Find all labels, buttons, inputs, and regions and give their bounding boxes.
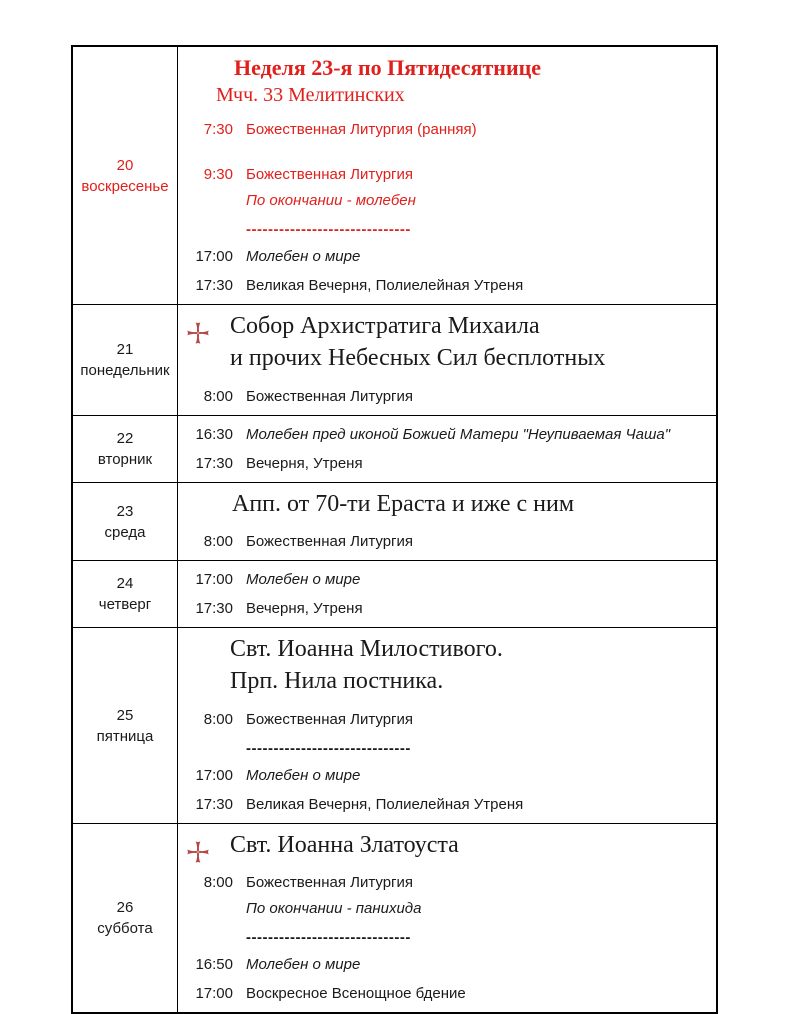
schedule-row: [72, 823, 717, 1013]
feast-title-line: Свт. Иоанна Златоуста: [230, 831, 459, 858]
day-schedule: [178, 47, 716, 304]
schedule-row: [72, 628, 717, 823]
feast-title: [178, 311, 712, 374]
day-number: 23: [116, 502, 134, 520]
service-name: Божественная Литургия: [246, 387, 414, 405]
service-entry: [178, 874, 712, 891]
service-name: Молебен о мире: [246, 248, 361, 266]
day-schedule: [178, 305, 716, 414]
feast-title: [178, 53, 712, 108]
day-cell: [72, 46, 178, 305]
service-name: Божественная Литургия: [246, 533, 414, 551]
service-name: Божественная Литургия: [246, 710, 414, 728]
feast-title: [178, 634, 712, 697]
day-number: 20: [116, 156, 134, 174]
day-number: 24: [116, 575, 134, 593]
day-schedule-cell: [178, 415, 718, 482]
service-time: 8:00: [203, 710, 233, 728]
cross-icon: [186, 837, 210, 867]
service-entry: [178, 600, 712, 617]
feast-title-line: Свт. Иоанна Милостивого.: [230, 636, 503, 663]
schedule-page: [0, 45, 791, 1014]
day-schedule: [178, 416, 716, 482]
service-name: Вечерня, Утреня: [246, 454, 363, 472]
day-name: четверг: [98, 596, 152, 614]
separator-dashes: ------------------------------: [246, 929, 411, 947]
feast-title: [178, 489, 712, 521]
service-time: 8:00: [203, 874, 233, 892]
cross-icon: [186, 318, 210, 348]
service-entry: [178, 121, 712, 138]
service-note: По окончании - молебен: [246, 192, 416, 210]
service-time: 8:00: [203, 533, 233, 551]
day-schedule-cell: [178, 46, 718, 305]
service-time: 16:30: [195, 425, 233, 443]
day-cell: [72, 561, 178, 628]
service-time: 16:50: [195, 956, 233, 974]
day-name: воскресенье: [81, 177, 169, 195]
service-time: 17:00: [195, 985, 233, 1003]
service-name: Божественная Литургия: [246, 874, 414, 892]
service-entry: [178, 767, 712, 784]
day-name: среда: [104, 523, 146, 541]
service-entry: [178, 455, 712, 472]
service-name: Молебен о мире: [246, 571, 361, 589]
day-schedule-cell: [178, 561, 718, 628]
separator-dashes: ------------------------------: [246, 221, 411, 239]
feast-title-line: Апп. от 70-ти Ераста и иже с ним: [232, 490, 575, 517]
feast-title-line: Мчч. 33 Мелитинских: [216, 84, 405, 107]
day-schedule-cell: [178, 305, 718, 415]
service-entry: [178, 956, 712, 973]
day-number: 25: [116, 706, 134, 724]
service-time: 17:30: [195, 454, 233, 472]
service-time: 8:00: [203, 387, 233, 405]
service-name: Великая Вечерня, Полиелейная Утреня: [246, 277, 524, 295]
service-name: Молебен о мире: [246, 956, 361, 974]
schedule-row: [72, 415, 717, 482]
day-schedule-cell: [178, 482, 718, 561]
day-name: пятница: [96, 727, 154, 745]
service-name: Божественная Литургия: [246, 166, 414, 184]
service-time: 7:30: [203, 121, 233, 139]
day-number: 22: [116, 429, 134, 447]
service-entry: [178, 571, 712, 588]
service-entry: [178, 533, 712, 550]
service-entry: [178, 248, 712, 265]
service-name: Воскресное Всенощное бдение: [246, 985, 466, 1003]
feast-title-line: и прочих Небесных Сил бесплотных: [230, 345, 606, 372]
day-cell: [72, 482, 178, 561]
day-cell: [72, 305, 178, 415]
day-schedule: [178, 483, 716, 561]
schedule-row: [72, 305, 717, 415]
service-name: Божественная Литургия (ранняя): [246, 121, 477, 139]
service-time: 17:00: [195, 248, 233, 266]
service-entry: [178, 426, 712, 443]
day-schedule-cell: [178, 823, 718, 1013]
service-time: 17:00: [195, 571, 233, 589]
feast-title-line: Собор Архистратига Михаила: [230, 313, 540, 340]
service-entry: [178, 166, 712, 183]
day-cell: [72, 628, 178, 823]
service-time: 17:30: [195, 277, 233, 295]
service-time: 17:00: [195, 766, 233, 784]
service-entry: [178, 796, 712, 813]
service-entry: [178, 711, 712, 728]
service-name: Молебен пред иконой Божией Матери "Неупиваемая Чаша": [246, 425, 671, 443]
day-schedule: [178, 561, 716, 627]
service-time: 17:30: [195, 795, 233, 813]
day-name: вторник: [97, 450, 153, 468]
day-cell: [72, 823, 178, 1013]
schedule-row: [72, 482, 717, 561]
service-note: По окончании - панихида: [246, 900, 422, 918]
service-name: Молебен о мире: [246, 766, 361, 784]
feast-title-line: Неделя 23-я по Пятидесятнице: [234, 55, 542, 80]
schedule-row: [72, 46, 717, 305]
feast-title: [178, 830, 712, 862]
day-cell: [72, 415, 178, 482]
day-number: 21: [116, 341, 134, 359]
service-time: 9:30: [203, 166, 233, 184]
service-entry: [178, 388, 712, 405]
schedule-row: [72, 561, 717, 628]
service-entry: [178, 985, 712, 1002]
day-schedule-cell: [178, 628, 718, 823]
service-schedule-table: [71, 45, 718, 1014]
service-entry: [178, 277, 712, 294]
service-name: Великая Вечерня, Полиелейная Утреня: [246, 795, 524, 813]
day-name: понедельник: [80, 362, 170, 380]
day-number: 26: [116, 899, 134, 917]
day-schedule: [178, 824, 716, 1013]
service-time: 17:30: [195, 600, 233, 618]
day-schedule: [178, 628, 716, 822]
feast-title-line: Прп. Нила постника.: [230, 668, 444, 695]
service-name: Вечерня, Утреня: [246, 600, 363, 618]
day-name: суббота: [97, 920, 153, 938]
separator-dashes: ------------------------------: [246, 739, 411, 757]
